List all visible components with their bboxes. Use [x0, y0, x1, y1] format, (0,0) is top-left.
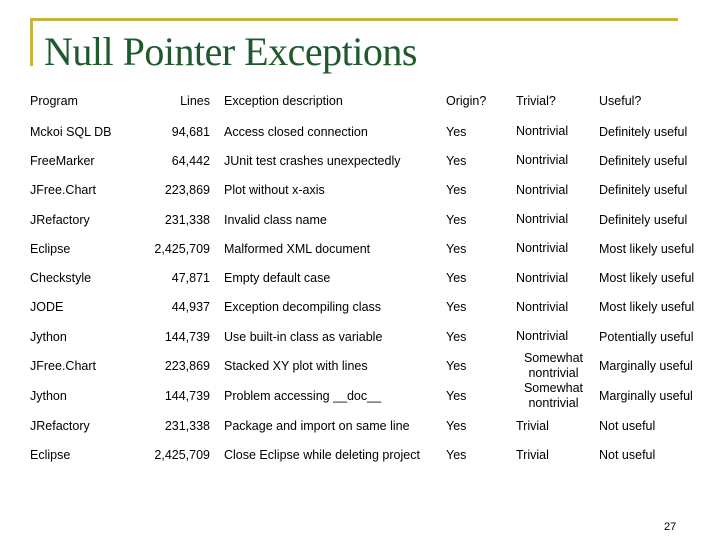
cell-useful: Most likely useful [599, 241, 695, 256]
cell-lines: 231,338 [164, 419, 210, 434]
cell-program: Jython [30, 389, 67, 404]
cell-trivial: Nontrivial [516, 241, 569, 256]
cell-description: Invalid class name [224, 212, 327, 227]
cell-origin: Yes [446, 271, 467, 286]
cell-lines: 47,871 [171, 271, 210, 286]
cell-program: Mckoi SQL DB [30, 124, 112, 139]
cell-origin: Yes [446, 212, 467, 227]
table-body [26, 117, 720, 470]
cell-origin: Yes [446, 183, 467, 198]
column-header-trivial: Trivial? [516, 94, 556, 108]
cell-useful: Most likely useful [599, 271, 695, 286]
table-row [26, 381, 720, 411]
cell-useful: Marginally useful [599, 359, 693, 374]
exceptions-table [26, 85, 720, 470]
cell-useful: Not useful [599, 419, 656, 434]
table-row [26, 146, 720, 175]
cell-lines: 144,739 [164, 389, 210, 404]
table-row [26, 322, 720, 351]
page-number: 27 [664, 521, 677, 533]
cell-description: Access closed connection [224, 124, 368, 139]
table-row [26, 441, 720, 470]
cell-description: Package and import on same line [224, 419, 410, 434]
cell-origin: Yes [446, 359, 467, 374]
cell-lines: 223,869 [164, 183, 210, 198]
table-row [26, 117, 720, 146]
cell-lines: 64,442 [171, 153, 210, 168]
slide-title: Null Pointer Exceptions [44, 29, 417, 74]
cell-origin: Yes [446, 448, 467, 463]
cell-lines: 144,739 [164, 329, 210, 344]
column-header-lines: Lines [180, 94, 210, 108]
cell-program: Eclipse [30, 448, 71, 463]
cell-trivial: Somewhat nontrivial [523, 381, 584, 411]
column-header-program: Program [30, 94, 78, 108]
title-frame-left-rule [30, 18, 33, 66]
cell-program: JFree.Chart [30, 359, 96, 374]
cell-useful: Potentially useful [599, 329, 694, 344]
column-header-origin: Origin? [446, 94, 487, 108]
cell-program: Checkstyle [30, 271, 92, 286]
cell-description: JUnit test crashes unexpectedly [224, 153, 401, 168]
cell-useful: Marginally useful [599, 389, 693, 404]
cell-origin: Yes [446, 153, 467, 168]
cell-lines: 2,425,709 [154, 241, 210, 256]
cell-description: Stacked XY plot with lines [224, 359, 368, 374]
cell-description: Use built-in class as variable [224, 329, 383, 344]
cell-program: JRefactory [30, 212, 90, 227]
cell-description: Close Eclipse while deleting project [224, 448, 420, 463]
cell-lines: 94,681 [171, 124, 210, 139]
column-header-description: Exception description [224, 94, 343, 108]
cell-useful: Most likely useful [599, 300, 695, 315]
cell-lines: 2,425,709 [154, 448, 210, 463]
cell-program: Eclipse [30, 241, 71, 256]
cell-program: JODE [30, 300, 64, 315]
column-header-useful: Useful? [599, 94, 642, 108]
table-row [26, 351, 720, 381]
table-row [26, 263, 720, 292]
cell-trivial: Nontrivial [516, 153, 569, 168]
cell-program: JFree.Chart [30, 183, 96, 198]
cell-useful: Definitely useful [599, 183, 688, 198]
cell-program: JRefactory [30, 419, 90, 434]
table-row [26, 293, 720, 322]
cell-useful: Not useful [599, 448, 656, 463]
cell-trivial: Trivial [516, 418, 549, 433]
table-header-row [26, 85, 720, 117]
cell-description: Empty default case [224, 271, 331, 286]
cell-program: FreeMarker [30, 153, 95, 168]
cell-description: Malformed XML document [224, 241, 371, 256]
cell-trivial: Somewhat nontrivial [523, 351, 584, 381]
cell-description: Problem accessing __doc__ [224, 389, 382, 404]
cell-trivial: Trivial [516, 447, 549, 462]
cell-useful: Definitely useful [599, 153, 688, 168]
table-row [26, 234, 720, 263]
cell-origin: Yes [446, 389, 467, 404]
cell-description: Exception decompiling class [224, 300, 382, 315]
cell-useful: Definitely useful [599, 212, 688, 227]
cell-origin: Yes [446, 300, 467, 315]
cell-description: Plot without x-axis [224, 183, 325, 198]
cell-useful: Definitely useful [599, 124, 688, 139]
cell-lines: 44,937 [171, 300, 210, 315]
cell-trivial: Nontrivial [516, 124, 569, 139]
title-frame-top-rule [30, 18, 678, 21]
table-row [26, 205, 720, 234]
cell-origin: Yes [446, 329, 467, 344]
cell-origin: Yes [446, 419, 467, 434]
cell-origin: Yes [446, 241, 467, 256]
cell-lines: 223,869 [164, 359, 210, 374]
cell-trivial: Nontrivial [516, 299, 569, 314]
cell-trivial: Nontrivial [516, 270, 569, 285]
cell-origin: Yes [446, 124, 467, 139]
cell-lines: 231,338 [164, 212, 210, 227]
cell-trivial: Nontrivial [516, 182, 569, 197]
cell-program: Jython [30, 329, 67, 344]
table-row [26, 176, 720, 205]
table-row [26, 411, 720, 440]
cell-trivial: Nontrivial [516, 212, 569, 227]
cell-trivial: Nontrivial [516, 329, 569, 344]
